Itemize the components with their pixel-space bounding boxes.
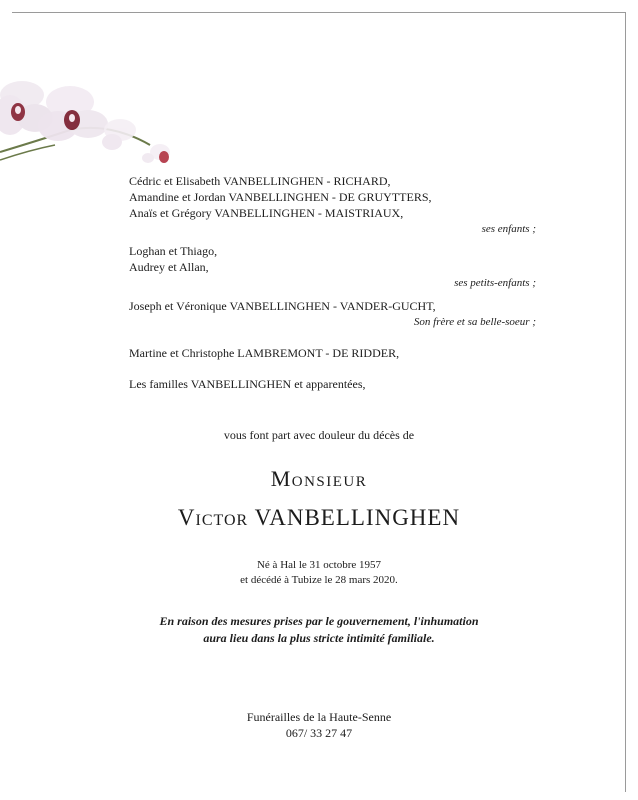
other-family-line: Martine et Christophe LAMBREMONT - DE RIDDER, [129,346,400,360]
sibling-line: Joseph et Véronique VANBELLINGHEN - VANDER-GUCHT, [129,299,436,313]
notice-line-1: En raison des mesures prises par le gouvernement, l'inhumation [159,614,479,628]
children-line-1: Cédric et Elisabeth VANBELLINGHEN - RICHARD, [129,174,391,188]
families-line: Les familles VANBELLINGHEN et apparentées, [129,377,366,391]
children-role: ses enfants ; [481,223,536,235]
last-name: VANBELLINGHEN [254,505,461,530]
grandchildren-line-1: Loghan et Thiago, [129,244,218,258]
children-line-3: Anaïs et Grégory VANBELLINGHEN - MAISTRIAUX, [129,206,404,220]
funeral-home-name: Funérailles de la Haute-Senne [246,710,392,724]
grandchildren-line-2: Audrey et Allan, [129,260,209,274]
notice-line-2: aura lieu dans la plus stricte intimité familiale. [203,631,435,645]
sibling-role: Son frère et sa belle-soeur ; [413,316,536,328]
children-line-2: Amandine et Jordan VANBELLINGHEN - DE GRUYTTERS, [129,190,432,204]
death-date: et décédé à Tubize le 28 mars 2020. [240,574,398,586]
birth-date: Né à Hal le 31 octobre 1957 [256,559,381,571]
orchid-decoration [0,60,180,175]
first-name: Victor [177,505,249,530]
announcement: vous font part avec douleur du décès de [223,428,415,442]
grandchildren-role: ses petits-enfants ; [454,277,536,289]
deceased-name [0,505,638,531]
honorific: Monsieur [270,466,368,491]
funeral-home-phone: 067/ 33 27 47 [285,726,353,740]
